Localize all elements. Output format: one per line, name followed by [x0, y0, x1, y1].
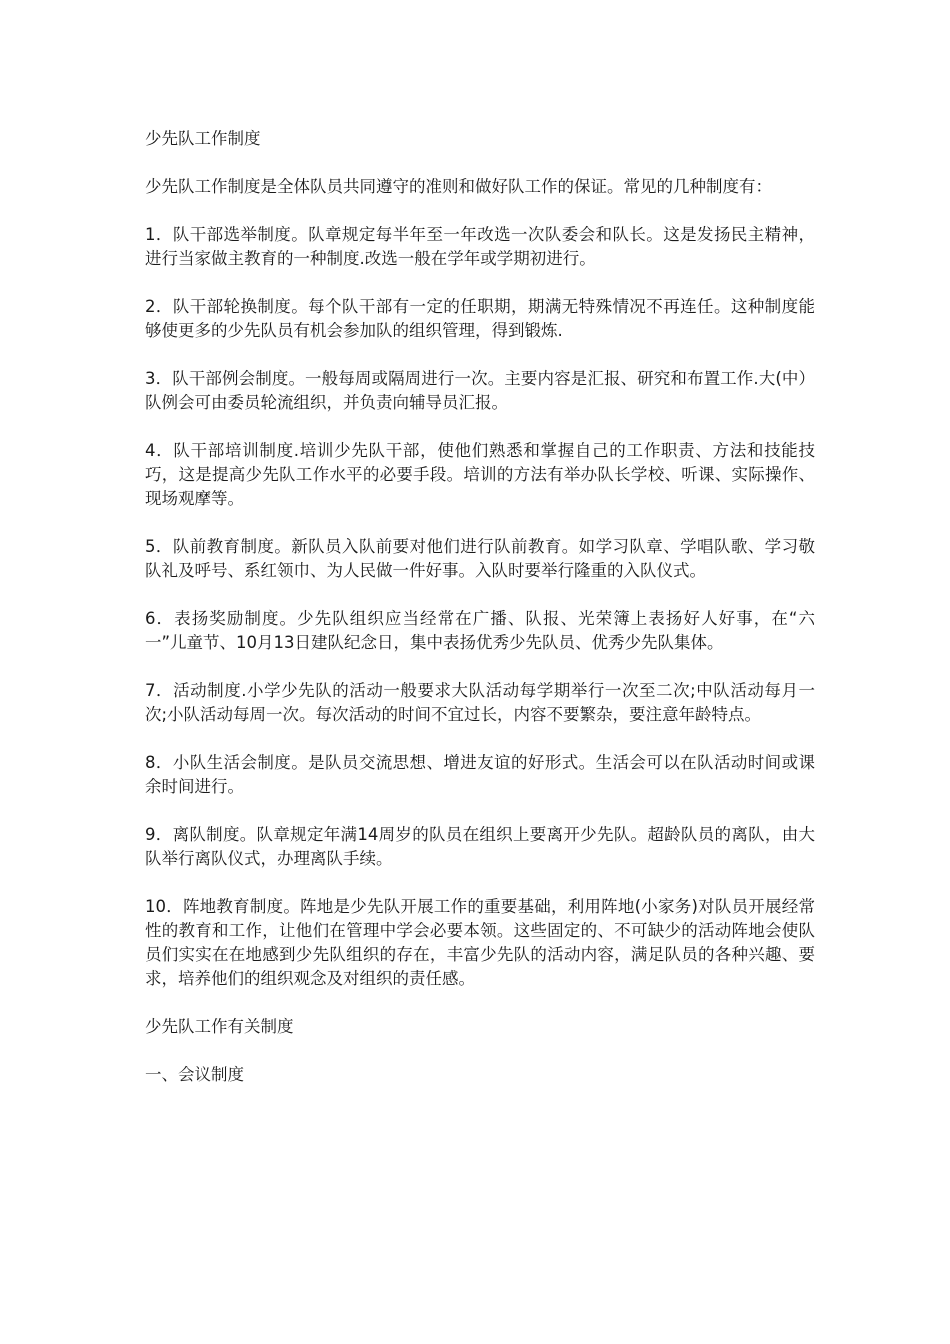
subsection-title: 一、会议制度	[145, 1065, 244, 1084]
rule-item-3: 3．队干部例会制度。一般每周或隔周进行一次。主要内容是汇报、研究和布置工作.大(中）队例会可由委员轮流组织，并负责向辅导员汇报。	[145, 369, 815, 412]
intro-paragraph: 少先队工作制度是全体队员共同遵守的准则和做好队工作的保证。常见的几种制度有：	[145, 177, 772, 196]
rule-item-8: 8．小队生活会制度。是队员交流思想、增进友谊的好形式。生活会可以在队活动时间或课余时间进行。	[145, 753, 815, 796]
rule-item-6: 6．表扬奖励制度。少先队组织应当经常在广播、队报、光荣簿上表扬好人好事，在“六一”儿童节、10月13日建队纪念日，集中表扬优秀少先队员、优秀少先队集体。	[145, 609, 815, 652]
document-title: 少先队工作制度	[145, 129, 261, 148]
rule-item-10: 10．阵地教育制度。阵地是少先队开展工作的重要基础，利用阵地(小家务)对队员开展经常性的教育和工作，让他们在管理中学会必要本领。这些固定的、不可缺少的活动阵地会使队员们实实在在地感到少先队组织的存在，丰富少先队的活动内容，满足队员的各种兴趣、要求，培养他们的组织观念及对组织的责任感。	[145, 897, 815, 988]
rule-item-2: 2．队干部轮换制度。每个队干部有一定的任职期，期满无特殊情况不再连任。这种制度能够使更多的少先队员有机会参加队的组织管理，得到锻炼.	[145, 297, 815, 340]
rule-item-4: 4．队干部培训制度.培训少先队干部，使他们熟悉和掌握自己的工作职责、方法和技能技巧，这是提高少先队工作水平的必要手段。培训的方法有举办队长学校、听课、实际操作、现场观摩等。	[145, 441, 815, 508]
rule-item-5: 5．队前教育制度。新队员入队前要对他们进行队前教育。如学习队章、学唱队歌、学习敬队礼及呼号、系红领巾、为人民做一件好事。入队时要举行隆重的入队仪式。	[145, 537, 815, 580]
rule-item-7: 7．活动制度.小学少先队的活动一般要求大队活动每学期举行一次至二次;中队活动每月一次;小队活动每周一次。每次活动的时间不宜过长，内容不要繁杂，要注意年龄特点。	[145, 681, 815, 724]
rule-item-1: 1．队干部选举制度。队章规定每半年至一年改选一次队委会和队长。这是发扬民主精神，进行当家做主教育的一种制度.改选一般在学年或学期初进行。	[145, 225, 815, 268]
section-title: 少先队工作有关制度	[145, 1017, 294, 1036]
rule-item-9: 9．离队制度。队章规定年满14周岁的队员在组织上要离开少先队。超龄队员的离队，由大队举行离队仪式，办理离队手续。	[145, 825, 815, 868]
document-body	[145, 127, 815, 1111]
